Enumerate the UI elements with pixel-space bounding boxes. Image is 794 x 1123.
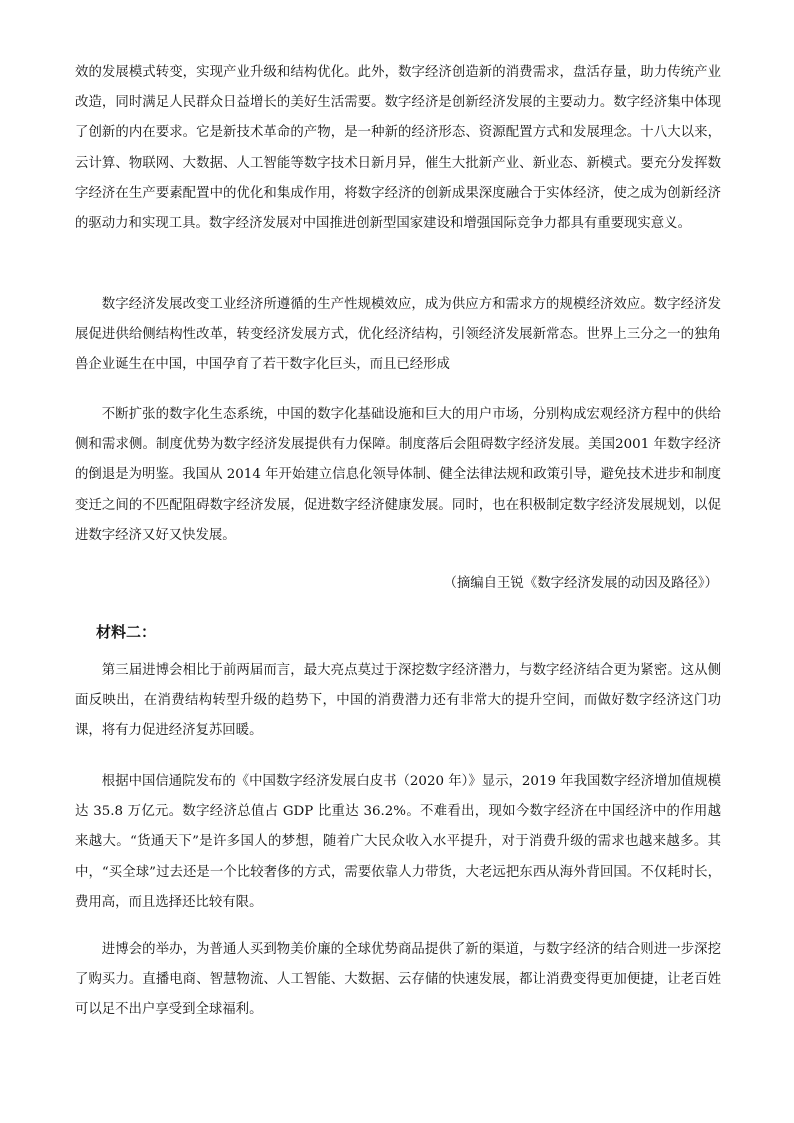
paragraph: 根据中国信通院发布的《中国数字经济发展白皮书（2020 年）》显示，2019 年我国数字经济增加值规模达 35.8 万亿元。数字经济总值占 GDP 比重达 36.2%。不难看出，现如今数字经济在中国经济中的作用越来越大。“货通天下”是许多国人的梦想，随着广大民众收入水平提升，对于消费升级的需求也越来越多。其中，“买全球”过去还是一个比较奢侈的方式，需要依靠人力带货，大老远把东西从海外背回国。不仅耗时长，费用高，而且选择还比较有限。 [75,774,721,910]
paragraph: 效的发展模式转变，实现产业升级和结构优化。此外，数字经济创造新的消费需求，盘活存量，助力传统产业改造，同时满足人民群众日益增长的美好生活需要。数字经济是创新经济发展的主要动力。数字经济集中体现了创新的内在要求。它是新技术革命的产物，是一种新的经济形态、资源配置方式和发展理念。十八大以来，云计算、物联网、大数据、人工智能等数字技术日新月异，催生大批新产业、新业态、新模式。要充分发挥数字经济在生产要素配置中的优化和集成作用，将数字经济的创新成果深度融合于实体经济，使之成为创新经济的驱动力和实现工具。数字经济发展对中国推进创新型国家建设和增强国际竞争力都具有重要现实意义。 [75,65,721,232]
paragraph: 数字经济发展改变工业经济所遵循的生产性规模效应，成为供应方和需求方的规模经济效应。数字经济发展促进供给侧结构性改革，转变经济发展方式，优化经济结构，引领经济发展新常态。世界上三分之一的独角兽企业诞生在中国，中国孕育了若干数字化巨头，而且已经形成 [75,297,721,373]
paragraph: 第三届进博会相比于前两届而言，最大亮点莫过于深挖数字经济潜力，与数字经济结合更为紧密。这从侧面反映出，在消费结构转型升级的趋势下，中国的消费潜力还有非常大的提升空间，而做好数字经济这门功课，将有力促进经济复苏回暖。 [75,663,721,739]
source-citation: （摘编自王锐《数字经济发展的动因及路径》） [443,576,718,591]
paragraph: 进博会的举办，为普通人买到物美价廉的全球优势商品提供了新的渠道，与数字经济的结合则进一步深挖了购买力。直播电商、智慧物流、人工智能、大数据、云存储的快速发展，都让消费变得更加便捷，让老百姓可以足不出户享受到全球福利。 [75,942,721,1018]
paragraph: 不断扩张的数字化生态系统，中国的数字化基础设施和巨大的用户市场，分别构成宏观经济方程中的供给侧和需求侧。制度优势为数字经济发展提供有力保障。制度落后会阻碍数字经济发展。美国2001 年数字经济的倒退是为明鉴。我国从 2014 年开始建立信息化领导体制、健全法律法规和政策引导，避免技术进步和制度变迁之间的不匹配阻碍数字经济发展，促进数字经济健康发展。同时，也在积极制定数字经济发展规划，以促进数字经济又好又快发展。 [75,407,721,543]
section-heading: 材料二： [96,623,157,641]
